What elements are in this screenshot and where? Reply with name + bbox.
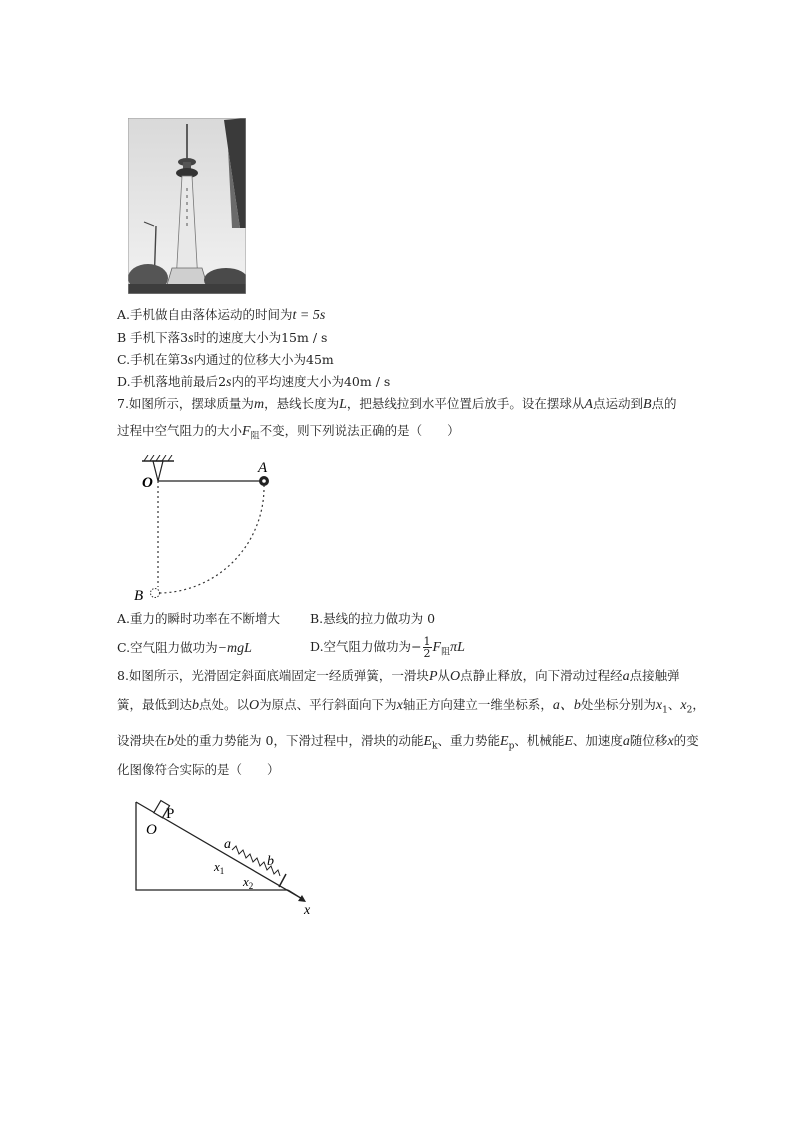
q6-option-c-var: s <box>188 353 194 368</box>
q8-stem-line3 <box>117 733 699 755</box>
pendulum-label-b: B <box>134 588 144 604</box>
pendulum-label-a: A <box>258 460 268 476</box>
q8-e-symbol: E <box>564 734 573 749</box>
q8-x1-subscript: 1 <box>662 705 668 716</box>
q6-option-c-num: 3 <box>180 352 189 367</box>
q7-length-symbol: L <box>339 397 347 412</box>
q6-option-b-var: s <box>188 331 194 346</box>
q7-option-d-subscript: 阻 <box>441 647 451 658</box>
q8-ep-symbol: E <box>500 734 509 749</box>
q6-option-d-value: 40m / s <box>343 374 391 389</box>
q7-option-c-math: −mgL <box>217 641 252 656</box>
q6-option-a <box>117 307 325 324</box>
q7-stem-text: 7.如图所示，摆球质量为 <box>117 396 254 411</box>
q8-x-symbol: x <box>667 734 674 749</box>
q7-force-subscript: 阻 <box>250 431 260 442</box>
tower-photo <box>128 118 246 294</box>
q7-stem-text: ，悬线长度为 <box>264 396 340 411</box>
q7-stem-line1 <box>117 396 677 413</box>
q7-option-d-text: D.空气阻力做功为 <box>310 639 412 654</box>
q7-stem-text: 过程中空气阻力的大小 <box>117 423 243 438</box>
q8-stem-text: 点处。以 <box>199 697 250 712</box>
q6-option-d-num: 2 <box>218 374 227 389</box>
q6-option-d-text: D.手机落地前最后 <box>117 374 219 389</box>
q7-option-d <box>310 632 465 668</box>
q8-block-symbol: P <box>428 669 438 684</box>
q7-mass-symbol: m <box>253 397 265 412</box>
q6-option-c-value: 45m <box>306 352 334 367</box>
q7-option-d-minus: − <box>411 639 422 654</box>
q6-option-b-text: B 手机下落 <box>117 330 181 345</box>
q6-option-a-math: t = 5s <box>292 308 326 323</box>
incline-label-x1: $x_1$ <box>214 859 225 876</box>
q7-stem-text: 点的 <box>651 396 677 411</box>
q8-stem-text: 处坐标分别为 <box>580 697 656 712</box>
q8-stem-text: 从 <box>437 668 451 683</box>
q8-x1-symbol: x <box>655 698 663 713</box>
fraction-numerator: 1 <box>423 635 431 648</box>
q7-option-a <box>117 611 280 627</box>
q8-stem-text: 为原点、平行斜面向下为 <box>259 697 397 712</box>
q6-option-b-mid: 时的速度大小为 <box>193 330 282 345</box>
q6-option-c-mid: 内通过的位移大小为 <box>193 352 307 367</box>
q7-option-c-text: C.空气阻力做功为 <box>117 640 218 655</box>
q8-stem-text: 轴正方向建立一维坐标系， <box>402 697 553 712</box>
q7-option-d-fraction <box>423 636 432 659</box>
q8-stem-text: 、重力势能 <box>437 733 500 748</box>
q6-option-b-num: 3 <box>180 330 189 345</box>
q8-origin-symbol: O <box>450 669 461 684</box>
pendulum-diagram <box>130 455 280 605</box>
q7-point-a-symbol: A <box>584 397 593 412</box>
q8-stem-text: 化图像符合实际的是（ ） <box>117 762 280 777</box>
incline-spring-diagram <box>128 798 318 916</box>
q7-stem-text: 不变，则下列说法正确的是（ ） <box>259 423 460 438</box>
incline-label-b: b <box>267 854 274 869</box>
q6-option-c <box>117 352 334 369</box>
q8-x2-symbol: x <box>680 698 687 713</box>
q7-point-b-symbol: B <box>642 397 652 412</box>
q8-stem-line1 <box>117 668 680 685</box>
incline-label-a: a <box>224 837 231 852</box>
q8-x2-subscript: 2 <box>686 705 693 716</box>
q7-stem-line2 <box>117 423 460 445</box>
q8-origin-symbol: O <box>249 698 260 713</box>
q8-stem-text: 簧，最低到达 <box>117 697 193 712</box>
q8-stem-text: 点静止释放，向下滑动过程经 <box>460 668 623 683</box>
q7-option-c <box>117 640 252 657</box>
q7-option-d-tail: πL <box>450 640 465 655</box>
q8-stem-line4 <box>117 762 280 778</box>
q6-option-c-text: C.手机在第 <box>117 352 181 367</box>
q8-axis-symbol: x <box>396 698 403 713</box>
q8-ek-subscript: k <box>432 741 438 752</box>
q8-stem-text: 处的重力势能为 0，下滑过程中，滑块的动能 <box>174 733 424 748</box>
q7-stem-text: 点运动到 <box>592 396 643 411</box>
incline-label-x-axis: x <box>304 903 311 916</box>
incline-label-p: P <box>166 806 175 822</box>
q7-option-d-force: F <box>432 640 442 655</box>
q8-ep-subscript: p <box>508 741 515 752</box>
q7-force-symbol: F <box>242 424 251 439</box>
q7-option-b <box>310 611 435 627</box>
q8-points-ab: a、b <box>552 698 581 713</box>
q6-option-b <box>117 330 327 347</box>
q8-stem-text: 随位移 <box>629 733 668 748</box>
q8-stem-text: 8.如图所示，光滑固定斜面底端固定一经质弹簧，一滑块 <box>117 668 429 683</box>
incline-label-o: O <box>146 822 157 838</box>
q6-option-d-mid: 内的平均速度大小为 <box>231 374 344 389</box>
q8-stem-text: ， <box>692 697 705 712</box>
q8-point-b-symbol: b <box>167 734 175 749</box>
q6-option-d <box>117 374 390 391</box>
q6-option-d-var: s <box>226 375 232 390</box>
q8-point-b-symbol: b <box>192 698 200 713</box>
q8-stem-text: 的变 <box>673 733 699 748</box>
q8-stem-text: 、加速度 <box>572 733 623 748</box>
q8-stem-line2 <box>117 697 705 719</box>
q8-ek-symbol: E <box>423 734 433 749</box>
q6-option-b-value: 15m / s <box>281 330 328 345</box>
q7-option-a-text: A.重力的瞬时功率在不断增大 <box>117 611 281 626</box>
q7-stem-text: ，把悬线拉到水平位置后放手。设在摆球从 <box>346 396 585 411</box>
incline-label-x2: $x_2$ <box>243 874 254 891</box>
q8-point-a-symbol: a <box>622 669 630 684</box>
q7-option-b-text: B.悬线的拉力做功为 0 <box>310 611 436 626</box>
q8-separator: 、 <box>667 697 681 712</box>
q8-stem-text: 、机械能 <box>514 733 565 748</box>
pendulum-label-o: O <box>142 475 153 491</box>
fraction-denominator: 2 <box>423 647 431 660</box>
q8-stem-text: 设滑块在 <box>117 733 168 748</box>
q8-acc-symbol: a <box>622 734 630 749</box>
q6-option-a-text: A.手机做自由落体运动的时间为 <box>117 307 293 322</box>
q8-stem-text: 点接触弹 <box>629 668 680 683</box>
